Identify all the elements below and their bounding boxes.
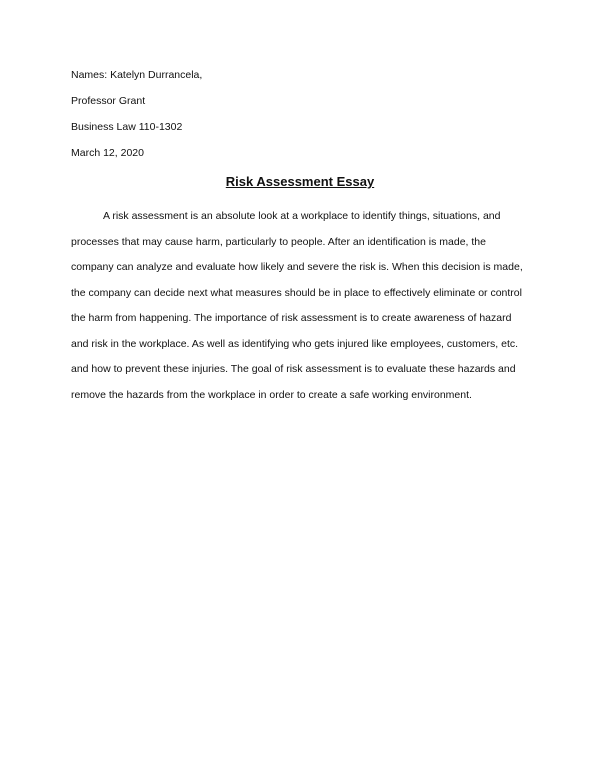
essay-paragraph: A risk assessment is an absolute look at a workplace to identify things, situations, and processes that may cause harm, particularly to people. After an identification is made, the company can analyze and evaluate how likely and severe the risk is. When this decision is made, the company can decide next what measures should be in place to effectively eliminate or control the harm from happening. The importance of risk assessment is to create awareness of hazard and risk in the workplace. As well as identifying who gets injured like employees, customers, etc. and how to prevent these injuries. The goal of risk assessment is to evaluate these hazards and remove the hazards from the workplace in order to create a safe working environment. — [71, 210, 523, 401]
essay-date: March 12, 2020 — [71, 147, 144, 159]
professor-name: Professor Grant — [71, 95, 146, 107]
essay-header — [71, 69, 531, 173]
essay-title: Risk Assessment Essay — [225, 174, 375, 189]
author-names: Names: Katelyn Durrancela, — [71, 69, 203, 81]
course-name: Business Law 110-1302 — [71, 121, 183, 133]
